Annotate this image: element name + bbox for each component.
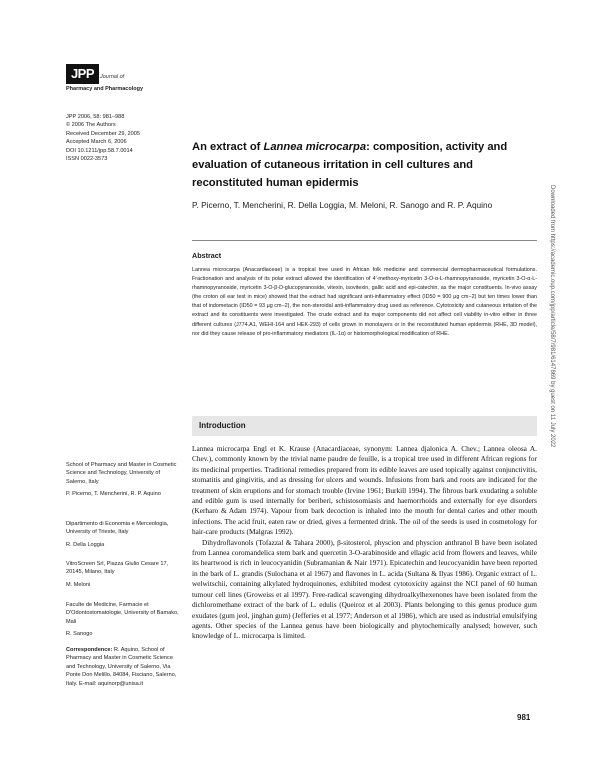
- correspondence: [66, 646, 181, 688]
- affiliation: [66, 461, 181, 499]
- affiliation-names: R. Sanogo: [66, 631, 93, 638]
- abstract-heading: Abstract: [192, 251, 222, 260]
- meta-line: Accepted March 6, 2006: [66, 139, 127, 146]
- title-italic: Lannea microcarpa: [263, 141, 367, 153]
- page-number: 981: [517, 713, 531, 722]
- title-part2: : composition, activity and evaluation of cutaneous irritation in cell cultures and reconstituted human epidermis: [192, 141, 508, 189]
- download-note: Downloaded from https://academic.oup.com/jpp/article/58/7/981/6147869 by guest on 11 July 2022: [549, 185, 555, 448]
- journal-name-line1: Journal of: [100, 74, 125, 80]
- title-part1: An extract of: [192, 141, 264, 153]
- paragraph: Lannea microcarpa Engl et K. Krause (Anacardiaceae, synonym: Lannea djalonica A. Chev.; Lannea oleosa A. Chev.), commonly known by the trivial name paudre de feuille, is a tropical tree used in different African regions for its medicinal properties. Traditional remedies prepared from its edible leaves are used topically against conjunctivitis, stomatitis and gingivitis, and as dressing for ulcers and wounds. Infusions from bark and roots are indicated for the treatment of skin eruptions and for stomach trouble (Irvine 1961; Burkill 1994). The fibrous bark exudating a soluble and edible gum is used internally for beriberi, schistosomiasis and haemorrhoids and externally for eye disorders (Kerharo & Adam 1974). Vapour from bark decoction is inhaled into the mouth for dental caries and other mouth infections. The acid fruit, eaten raw or dried, gives a fermented drink. The oil of the seeds is used in cosmetology for hair-care products (Malgras 1992).: [192, 444, 537, 537]
- journal-name-line2: Pharmacy and Pharmacology: [66, 86, 144, 92]
- affiliation: [66, 560, 181, 589]
- paragraph: Dihydroflavonols (Tofazzal & Tahara 2000), β-sitosterol, physcion and physcion anthranol B have been isolated from Lannea coromandelica stem bark and quercetin 3-O-arabinoside and ellagic acid from flowers and leaves, while its heartwood is rich in leucocyanidin (Subramanian & Nair 1971). Epicatechin and leucocyanidin have been reported in the bark of L. grandis (Sulochana et al 1967) and flavones in L. acida (Sultana & Ilyas 1986). Organic extract of L. welwitschii, containing alkylated hydroquinones, exhibited modest cytotoxicity against the NCI panel of 60 human tumour cell lines (Groweiss et al 1997). Free-radical scavenging dihydroalkylhexenones have been isolated from the dichloromethane extract of the bark of L. edulis (Queiroz et al 2003). Plants belonging to this genus produce gum exudates (gum jeol, jinghan gum) (Jefferies et al 1977; Anderson et al 1986), which are used as industrial emulsifying agents. Other species of the Lannea genus have been biologically and phytochemically analysed; however, such knowledge of L. microcarpa is limited.: [192, 537, 537, 641]
- affiliation-institution: Faculte de Medicine, Farmacie et D'Odontostomatologie, University of Bamako, Mali: [66, 602, 179, 625]
- affiliation-names: P. Picerno, T. Mencherini, R. P. Aquino: [66, 491, 161, 498]
- article-meta: [66, 113, 186, 163]
- meta-line: ISSN 0022-3573: [66, 156, 108, 163]
- affiliation-names: M. Meloni: [66, 581, 91, 588]
- introduction-heading: Introduction: [199, 421, 246, 430]
- affiliation-institution: VitroScreen Srl, Piazza Giulio Cesare 17, 20145, Milano, Italy: [66, 561, 169, 576]
- divider: [192, 240, 537, 241]
- affiliation-institution: School of Pharmacy and Master in Cosmetic Science and Technology, University of Salerno, Italy: [66, 462, 177, 485]
- meta-line: JPP 2006, 58: 981–988: [66, 114, 125, 120]
- abstract-text: Lannea microcarpa (Anacardiaceae) is a tropical tree used in African folk medicine and commercial dermopharmaceutical formulations. Fractionation and analysis of its polar extract allowed the identification of 4′-methoxy-myricetin 3-O-α-L-rhamnopyranoside, myricetin 3-O-α-L-rhamnopyranoside, myricetin 3-O-β-D-glucopyranoside, vitexin, isovitexin, gallic acid and epi-catechin, as the major constituents. In-vivo assay (the croton oil ear test in mice) showed that the extract had significant anti-inflammatory effect (ID50 = 900 μg cm−2) but ten times lower than that of indometacin (ID50 = 93 μg cm−2), the non-steroidal anti-inflammatory drug used as reference. Cytotoxicity and cutaneous irritation of the extract and its constituents were investigated. The crude extract and its major components did not affect cell viability in-vitro either in three different cultures (J774.A1, WEHI-164 and HEK-293) of cells grown in monolayers or in the reconstituted human epidermis (RHE, 3D model), nor did they cause release of pro-inflammatory mediators (IL-1α) or histomorphological modification of RHE.: [192, 267, 537, 337]
- meta-line: © 2006 The Authors: [66, 122, 116, 129]
- correspondence-label: Correspondence:: [66, 647, 113, 653]
- affiliation: [66, 520, 181, 549]
- correspondence-text: R. Aquino, School of Pharmacy and Master in Cosmetic Science and Technology, University of Salerno, Via Ponte Don Melillo, 84084, Fisciano, Salerno, Italy. E-mail: aquinorp@unisa.it: [66, 647, 177, 687]
- author-list: P. Picerno, T. Mencherini, R. Della Loggia, M. Meloni, R. Sanogo and R. P. Aquino: [192, 200, 493, 210]
- introduction-body: [192, 444, 537, 642]
- affiliation-institution: Dipartimento di Economia e Merceologia, University of Trieste, Italy: [66, 521, 169, 536]
- affiliation: [66, 601, 181, 639]
- meta-line: DOI 10.1211/jpp.58.7.0014: [66, 147, 133, 154]
- meta-line: Received December 29, 2005: [66, 130, 141, 137]
- journal-logo: JPP: [66, 64, 99, 84]
- article-title: [192, 138, 537, 192]
- download-watermark: [547, 185, 557, 725]
- affiliation-names: R. Della Loggia: [66, 541, 105, 548]
